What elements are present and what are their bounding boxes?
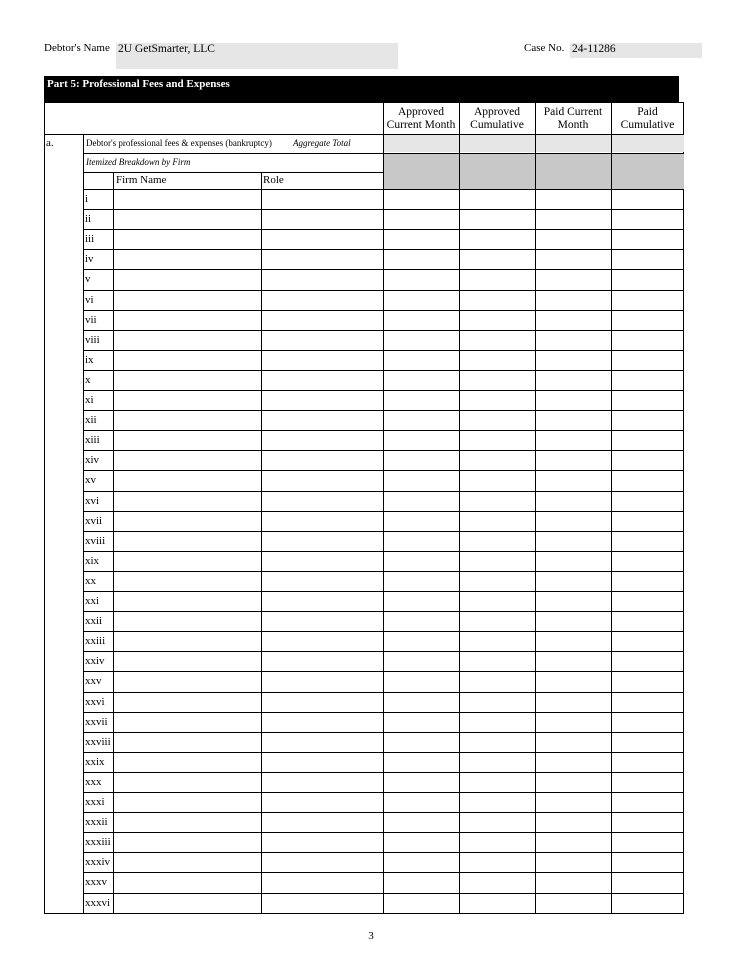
approved-cumulative-cell[interactable] (459, 450, 535, 470)
paid-cumulative-cell[interactable] (611, 511, 684, 531)
approved-current-cell[interactable] (383, 832, 459, 852)
approved-cumulative-cell[interactable] (459, 310, 535, 330)
paid-cumulative-cell[interactable] (611, 752, 684, 772)
paid-current-cell[interactable] (535, 229, 611, 249)
row-label-x: x (85, 373, 91, 386)
debtor-fees-line-label: Debtor's professional fees & expenses (bankruptcy) (86, 138, 272, 148)
approved-cumulative-cell[interactable] (459, 491, 535, 511)
firm-name-cell[interactable] (113, 631, 261, 651)
paid-current-cell[interactable] (535, 370, 611, 390)
approved-current-cell[interactable] (383, 290, 459, 310)
firm-name-cell[interactable] (113, 671, 261, 691)
paid-cumulative-cell[interactable] (611, 450, 684, 470)
approved-current-cell[interactable] (383, 269, 459, 289)
role-cell[interactable] (261, 591, 383, 611)
paid-current-cell[interactable] (535, 631, 611, 651)
approved-current-cell[interactable] (383, 249, 459, 269)
role-cell[interactable] (261, 893, 383, 913)
firm-name-cell[interactable] (113, 390, 261, 410)
firm-name-cell[interactable] (113, 189, 261, 209)
approved-cumulative-cell[interactable] (459, 591, 535, 611)
firm-name-cell[interactable] (113, 692, 261, 712)
role-cell[interactable] (261, 189, 383, 209)
approved-current-cell[interactable] (383, 752, 459, 772)
paid-current-cell[interactable] (535, 491, 611, 511)
paid-cumulative-cell[interactable] (611, 812, 684, 832)
paid-current-cell[interactable] (535, 732, 611, 752)
row-label-xi: xi (85, 394, 94, 406)
role-cell[interactable] (261, 812, 383, 832)
role-cell[interactable] (261, 430, 383, 450)
approved-current-cell[interactable] (383, 852, 459, 872)
role-cell[interactable] (261, 611, 383, 631)
approved-cumulative-cell[interactable] (459, 671, 535, 691)
paid-cumulative-cell[interactable] (611, 430, 684, 450)
role-cell[interactable] (261, 692, 383, 712)
itemized-breakdown-label: Itemized Breakdown by Firm (86, 157, 191, 167)
approved-current-cell[interactable] (383, 511, 459, 531)
paid-cumulative-cell[interactable] (611, 330, 684, 350)
approved-cumulative-cell[interactable] (459, 893, 535, 913)
paid-cumulative-cell[interactable] (611, 712, 684, 732)
firm-name-cell[interactable] (113, 893, 261, 913)
firm-name-cell[interactable] (113, 330, 261, 350)
role-cell[interactable] (261, 491, 383, 511)
firm-name-cell[interactable] (113, 491, 261, 511)
firm-name-cell[interactable] (113, 812, 261, 832)
paid-current-cell[interactable] (535, 350, 611, 370)
paid-cumulative-cell[interactable] (611, 350, 684, 370)
row-label-iii: iii (85, 233, 95, 246)
paid-current-cell[interactable] (535, 430, 611, 450)
firm-name-cell[interactable] (113, 531, 261, 551)
approved-cumulative-cell[interactable] (459, 410, 535, 430)
grid-hline (83, 153, 684, 154)
approved-current-cell[interactable] (383, 310, 459, 330)
approved-current-cell[interactable] (383, 330, 459, 350)
role-cell[interactable] (261, 772, 383, 792)
approved-cumulative-cell[interactable] (459, 651, 535, 671)
paid-cumulative-cell[interactable] (611, 551, 684, 571)
firm-name-cell[interactable] (113, 712, 261, 732)
row-label-xxvi: xxvi (85, 695, 105, 708)
role-cell[interactable] (261, 209, 383, 229)
firm-name-cell[interactable] (113, 410, 261, 430)
approved-cumulative-cell[interactable] (459, 631, 535, 651)
role-cell[interactable] (261, 571, 383, 591)
case-number-value: 24-11286 (572, 43, 616, 55)
row-label-xxx: xxx (85, 775, 102, 788)
approved-current-cell[interactable] (383, 410, 459, 430)
firm-name-cell[interactable] (113, 249, 261, 269)
aggregate-total-label: Aggregate Total (293, 138, 351, 148)
approved-cumulative-cell[interactable] (459, 772, 535, 792)
col-paid-current-month: Paid Current Month (543, 106, 603, 131)
row-label-xv: xv (85, 474, 96, 487)
col-approved-current-month: Approved Current Month (386, 106, 456, 131)
approved-cumulative-cell[interactable] (459, 390, 535, 410)
paid-current-cell[interactable] (535, 450, 611, 470)
page-number: 3 (368, 930, 374, 942)
paid-cumulative-cell[interactable] (611, 571, 684, 591)
firm-name-cell[interactable] (113, 611, 261, 631)
paid-cumulative-cell[interactable] (611, 209, 684, 229)
approved-cumulative-cell[interactable] (459, 229, 535, 249)
row-label-xxxii: xxxii (85, 816, 108, 829)
approved-current-cell[interactable] (383, 209, 459, 229)
case-number-field[interactable] (570, 43, 702, 58)
approved-current-cell[interactable] (383, 571, 459, 591)
grid-hline (83, 172, 383, 173)
approved-cumulative-cell[interactable] (459, 812, 535, 832)
aggregate-total-shaded-row (383, 134, 684, 152)
approved-cumulative-cell[interactable] (459, 752, 535, 772)
approved-current-cell[interactable] (383, 893, 459, 913)
role-cell[interactable] (261, 269, 383, 289)
approved-current-cell[interactable] (383, 812, 459, 832)
paid-current-cell[interactable] (535, 470, 611, 490)
firm-name-cell[interactable] (113, 450, 261, 470)
role-cell[interactable] (261, 511, 383, 531)
role-cell[interactable] (261, 290, 383, 310)
approved-current-cell[interactable] (383, 350, 459, 370)
approved-current-cell[interactable] (383, 450, 459, 470)
role-header: Role (263, 174, 284, 186)
firm-name-cell[interactable] (113, 229, 261, 249)
paid-current-cell[interactable] (535, 792, 611, 812)
approved-cumulative-cell[interactable] (459, 269, 535, 289)
paid-current-cell[interactable] (535, 330, 611, 350)
paid-current-cell[interactable] (535, 712, 611, 732)
row-label-xxxvi: xxxvi (85, 896, 111, 909)
paid-cumulative-cell[interactable] (611, 872, 684, 892)
section-letter: a. (46, 137, 54, 149)
row-label-xvii: xvii (85, 514, 103, 527)
approved-cumulative-cell[interactable] (459, 872, 535, 892)
paid-cumulative-cell[interactable] (611, 249, 684, 269)
row-label-xxxiv: xxxiv (85, 856, 111, 869)
paid-current-cell[interactable] (535, 893, 611, 913)
role-cell[interactable] (261, 350, 383, 370)
role-cell[interactable] (261, 531, 383, 551)
part-5-title: Part 5: Professional Fees and Expenses (47, 78, 230, 90)
paid-current-cell[interactable] (535, 209, 611, 229)
row-label-xx: xx (85, 574, 96, 587)
approved-current-cell[interactable] (383, 531, 459, 551)
row-label-xxxiii: xxxiii (85, 836, 111, 849)
approved-current-cell[interactable] (383, 430, 459, 450)
paid-current-cell[interactable] (535, 832, 611, 852)
approved-current-cell[interactable] (383, 611, 459, 631)
paid-current-cell[interactable] (535, 872, 611, 892)
approved-cumulative-cell[interactable] (459, 571, 535, 591)
paid-cumulative-cell[interactable] (611, 410, 684, 430)
approved-cumulative-cell[interactable] (459, 712, 535, 732)
paid-current-cell[interactable] (535, 269, 611, 289)
firm-name-cell[interactable] (113, 430, 261, 450)
row-label-xiv: xiv (85, 454, 100, 467)
role-cell[interactable] (261, 370, 383, 390)
approved-current-cell[interactable] (383, 651, 459, 671)
paid-cumulative-cell[interactable] (611, 732, 684, 752)
paid-current-cell[interactable] (535, 852, 611, 872)
paid-cumulative-cell[interactable] (611, 591, 684, 611)
paid-cumulative-cell[interactable] (611, 832, 684, 852)
firm-name-cell[interactable] (113, 470, 261, 490)
row-label-xxii: xxii (85, 615, 103, 628)
role-cell[interactable] (261, 832, 383, 852)
paid-cumulative-cell[interactable] (611, 893, 684, 913)
row-label-xviii: xviii (85, 534, 106, 547)
approved-current-cell[interactable] (383, 772, 459, 792)
role-cell[interactable] (261, 390, 383, 410)
firm-name-cell[interactable] (113, 269, 261, 289)
approved-cumulative-cell[interactable] (459, 209, 535, 229)
approved-current-cell[interactable] (383, 551, 459, 571)
approved-cumulative-cell[interactable] (459, 290, 535, 310)
paid-current-cell[interactable] (535, 290, 611, 310)
row-label-ix: ix (85, 353, 94, 366)
approved-current-cell[interactable] (383, 671, 459, 691)
approved-cumulative-cell[interactable] (459, 189, 535, 209)
row-label-xix: xix (85, 554, 100, 567)
paid-current-cell[interactable] (535, 772, 611, 792)
firm-name-cell[interactable] (113, 872, 261, 892)
firm-name-cell[interactable] (113, 772, 261, 792)
firm-name-cell[interactable] (113, 591, 261, 611)
paid-cumulative-cell[interactable] (611, 611, 684, 631)
approved-cumulative-cell[interactable] (459, 832, 535, 852)
firm-name-cell[interactable] (113, 511, 261, 531)
approved-current-cell[interactable] (383, 591, 459, 611)
row-label-xxvii: xxvii (85, 715, 108, 728)
debtor-name-label: Debtor's Name (44, 42, 110, 54)
approved-cumulative-cell[interactable] (459, 531, 535, 551)
role-cell[interactable] (261, 732, 383, 752)
approved-cumulative-cell[interactable] (459, 430, 535, 450)
paid-current-cell[interactable] (535, 671, 611, 691)
paid-cumulative-cell[interactable] (611, 852, 684, 872)
role-cell[interactable] (261, 470, 383, 490)
paid-cumulative-cell[interactable] (611, 531, 684, 551)
paid-current-cell[interactable] (535, 571, 611, 591)
role-cell[interactable] (261, 712, 383, 732)
approved-cumulative-cell[interactable] (459, 350, 535, 370)
approved-current-cell[interactable] (383, 370, 459, 390)
firm-name-cell[interactable] (113, 310, 261, 330)
part-5-title-bar (44, 76, 679, 103)
paid-current-cell[interactable] (535, 189, 611, 209)
approved-current-cell[interactable] (383, 470, 459, 490)
row-label-ii: ii (85, 213, 92, 226)
paid-cumulative-cell[interactable] (611, 370, 684, 390)
role-cell[interactable] (261, 671, 383, 691)
col-paid-cumulative: Paid Cumulative (620, 106, 675, 131)
approved-current-cell[interactable] (383, 631, 459, 651)
role-cell[interactable] (261, 330, 383, 350)
grid-hline (44, 134, 684, 135)
firm-name-cell[interactable] (113, 370, 261, 390)
approved-cumulative-cell[interactable] (459, 470, 535, 490)
approved-cumulative-cell[interactable] (459, 511, 535, 531)
row-label-xxi: xxi (85, 595, 100, 607)
row-label-xxv: xxv (85, 675, 102, 688)
firm-name-cell[interactable] (113, 732, 261, 752)
paid-current-cell[interactable] (535, 611, 611, 631)
row-label-xxviii: xxviii (85, 735, 111, 748)
paid-cumulative-cell[interactable] (611, 229, 684, 249)
approved-current-cell[interactable] (383, 189, 459, 209)
paid-current-cell[interactable] (535, 531, 611, 551)
role-cell[interactable] (261, 872, 383, 892)
paid-cumulative-cell[interactable] (611, 651, 684, 671)
approved-cumulative-cell[interactable] (459, 611, 535, 631)
paid-current-cell[interactable] (535, 390, 611, 410)
paid-cumulative-cell[interactable] (611, 792, 684, 812)
role-cell[interactable] (261, 551, 383, 571)
col-approved-cumulative: Approved Cumulative (470, 106, 524, 131)
paid-current-cell[interactable] (535, 551, 611, 571)
role-cell[interactable] (261, 752, 383, 772)
role-cell[interactable] (261, 450, 383, 470)
role-cell[interactable] (261, 651, 383, 671)
paid-current-cell[interactable] (535, 310, 611, 330)
approved-current-cell[interactable] (383, 229, 459, 249)
row-label-xxxi: xxxi (85, 796, 105, 808)
approved-current-cell[interactable] (383, 712, 459, 732)
role-cell[interactable] (261, 792, 383, 812)
approved-current-cell[interactable] (383, 692, 459, 712)
paid-current-cell[interactable] (535, 651, 611, 671)
paid-cumulative-cell[interactable] (611, 390, 684, 410)
paid-current-cell[interactable] (535, 591, 611, 611)
role-cell[interactable] (261, 249, 383, 269)
case-number-label: Case No. (524, 42, 565, 54)
approved-current-cell[interactable] (383, 792, 459, 812)
firm-name-cell[interactable] (113, 752, 261, 772)
firm-name-cell[interactable] (113, 852, 261, 872)
paid-cumulative-cell[interactable] (611, 692, 684, 712)
approved-current-cell[interactable] (383, 732, 459, 752)
row-label-xxix: xxix (85, 755, 105, 768)
row-label-vii: vii (85, 313, 97, 326)
approved-cumulative-cell[interactable] (459, 330, 535, 350)
row-label-vi: vi (85, 293, 94, 306)
approved-current-cell[interactable] (383, 390, 459, 410)
grid-vline (83, 134, 84, 913)
approved-cumulative-cell[interactable] (459, 249, 535, 269)
role-cell[interactable] (261, 410, 383, 430)
row-label-xvi: xvi (85, 494, 100, 507)
role-cell[interactable] (261, 852, 383, 872)
approved-cumulative-cell[interactable] (459, 792, 535, 812)
debtor-name-value: 2U GetSmarter, LLC (118, 43, 215, 55)
row-label-xiii: xiii (85, 434, 100, 447)
paid-cumulative-cell[interactable] (611, 631, 684, 651)
row-label-xxiv: xxiv (85, 655, 105, 668)
paid-cumulative-cell[interactable] (611, 290, 684, 310)
paid-current-cell[interactable] (535, 812, 611, 832)
breakdown-shaded-area (383, 153, 684, 189)
approved-cumulative-cell[interactable] (459, 732, 535, 752)
row-label-iv: iv (85, 253, 94, 266)
approved-cumulative-cell[interactable] (459, 551, 535, 571)
firm-name-cell[interactable] (113, 792, 261, 812)
firm-name-cell[interactable] (113, 290, 261, 310)
paid-current-cell[interactable] (535, 410, 611, 430)
row-label-viii: viii (85, 333, 100, 346)
paid-current-cell[interactable] (535, 752, 611, 772)
paid-cumulative-cell[interactable] (611, 491, 684, 511)
row-label-xxxv: xxxv (85, 876, 107, 889)
paid-current-cell[interactable] (535, 511, 611, 531)
approved-current-cell[interactable] (383, 872, 459, 892)
approved-cumulative-cell[interactable] (459, 370, 535, 390)
row-label-v: v (85, 273, 91, 286)
approved-cumulative-cell[interactable] (459, 692, 535, 712)
paid-cumulative-cell[interactable] (611, 310, 684, 330)
role-cell[interactable] (261, 310, 383, 330)
paid-cumulative-cell[interactable] (611, 189, 684, 209)
firm-name-cell[interactable] (113, 832, 261, 852)
firm-name-cell[interactable] (113, 551, 261, 571)
row-label-xii: xii (85, 414, 97, 427)
debtor-name-field[interactable] (116, 43, 398, 69)
role-cell[interactable] (261, 631, 383, 651)
paid-current-cell[interactable] (535, 692, 611, 712)
paid-cumulative-cell[interactable] (611, 671, 684, 691)
firm-name-header: Firm Name (116, 174, 167, 186)
paid-cumulative-cell[interactable] (611, 470, 684, 490)
firm-name-cell[interactable] (113, 571, 261, 591)
row-label-xxiii: xxiii (85, 635, 106, 648)
firm-name-cell[interactable] (113, 350, 261, 370)
approved-cumulative-cell[interactable] (459, 852, 535, 872)
row-label-i: i (85, 193, 89, 205)
paid-cumulative-cell[interactable] (611, 269, 684, 289)
firm-name-cell[interactable] (113, 209, 261, 229)
paid-cumulative-cell[interactable] (611, 772, 684, 792)
paid-current-cell[interactable] (535, 249, 611, 269)
role-cell[interactable] (261, 229, 383, 249)
firm-name-cell[interactable] (113, 651, 261, 671)
approved-current-cell[interactable] (383, 491, 459, 511)
